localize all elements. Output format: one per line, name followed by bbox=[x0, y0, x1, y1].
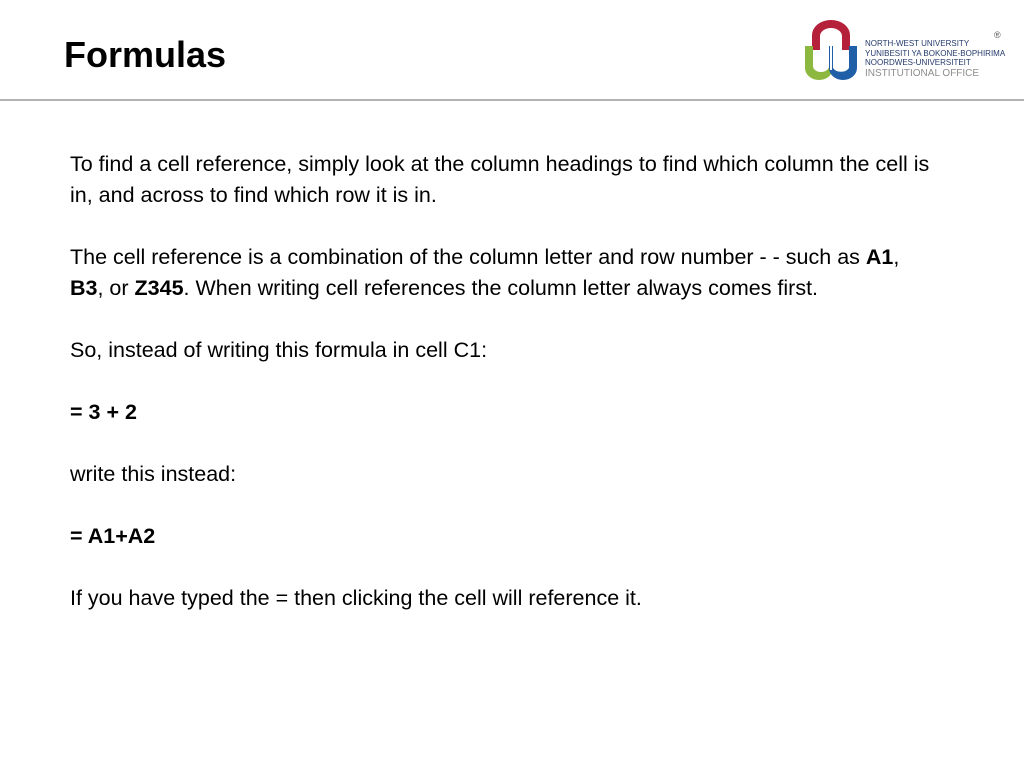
paragraph-write-instead: write this instead: bbox=[70, 462, 237, 486]
paragraph-instead: So, instead of writing this formula in cell C1: bbox=[70, 338, 488, 362]
cell-ref-a1: A1 bbox=[865, 245, 894, 269]
paragraph-text: . When writing cell references the column letter always comes first. bbox=[183, 276, 819, 300]
separator-text: , bbox=[893, 245, 900, 269]
paragraph-cell-reference bbox=[70, 242, 930, 304]
paragraph-find-cell: To find a cell reference, simply look at the column headings to find which column the cell is in, and across to find which row it is in. bbox=[70, 152, 930, 207]
slide-title: Formulas bbox=[64, 34, 227, 75]
logo-line-2: YUNIBESITI YA BOKONE-BOPHIRIMA bbox=[865, 48, 1006, 58]
logo-line-3: NOORDWES-UNIVERSITEIT bbox=[865, 58, 971, 67]
logo-line-4: INSTITUTIONAL OFFICE bbox=[865, 67, 980, 79]
registered-mark: ® bbox=[994, 30, 1001, 40]
formula-example-1: = 3 + 2 bbox=[70, 400, 137, 424]
paragraph-clicking-cell: If you have typed the = then clicking the cell will reference it. bbox=[70, 586, 642, 610]
nwu-logo-icon bbox=[802, 20, 860, 82]
separator-text: , or bbox=[97, 276, 135, 300]
logo-line-1: NORTH-WEST UNIVERSITY bbox=[865, 39, 970, 48]
formula-example-2: = A1+A2 bbox=[70, 524, 156, 548]
cell-ref-z345: Z345 bbox=[134, 276, 184, 300]
slide-body bbox=[70, 149, 930, 614]
logo-text bbox=[865, 39, 1005, 80]
paragraph-text: The cell reference is a combination of the column letter and row number - - such as bbox=[70, 245, 866, 269]
cell-ref-b3: B3 bbox=[70, 276, 98, 300]
header-divider bbox=[0, 99, 1024, 101]
university-logo bbox=[802, 20, 1012, 82]
